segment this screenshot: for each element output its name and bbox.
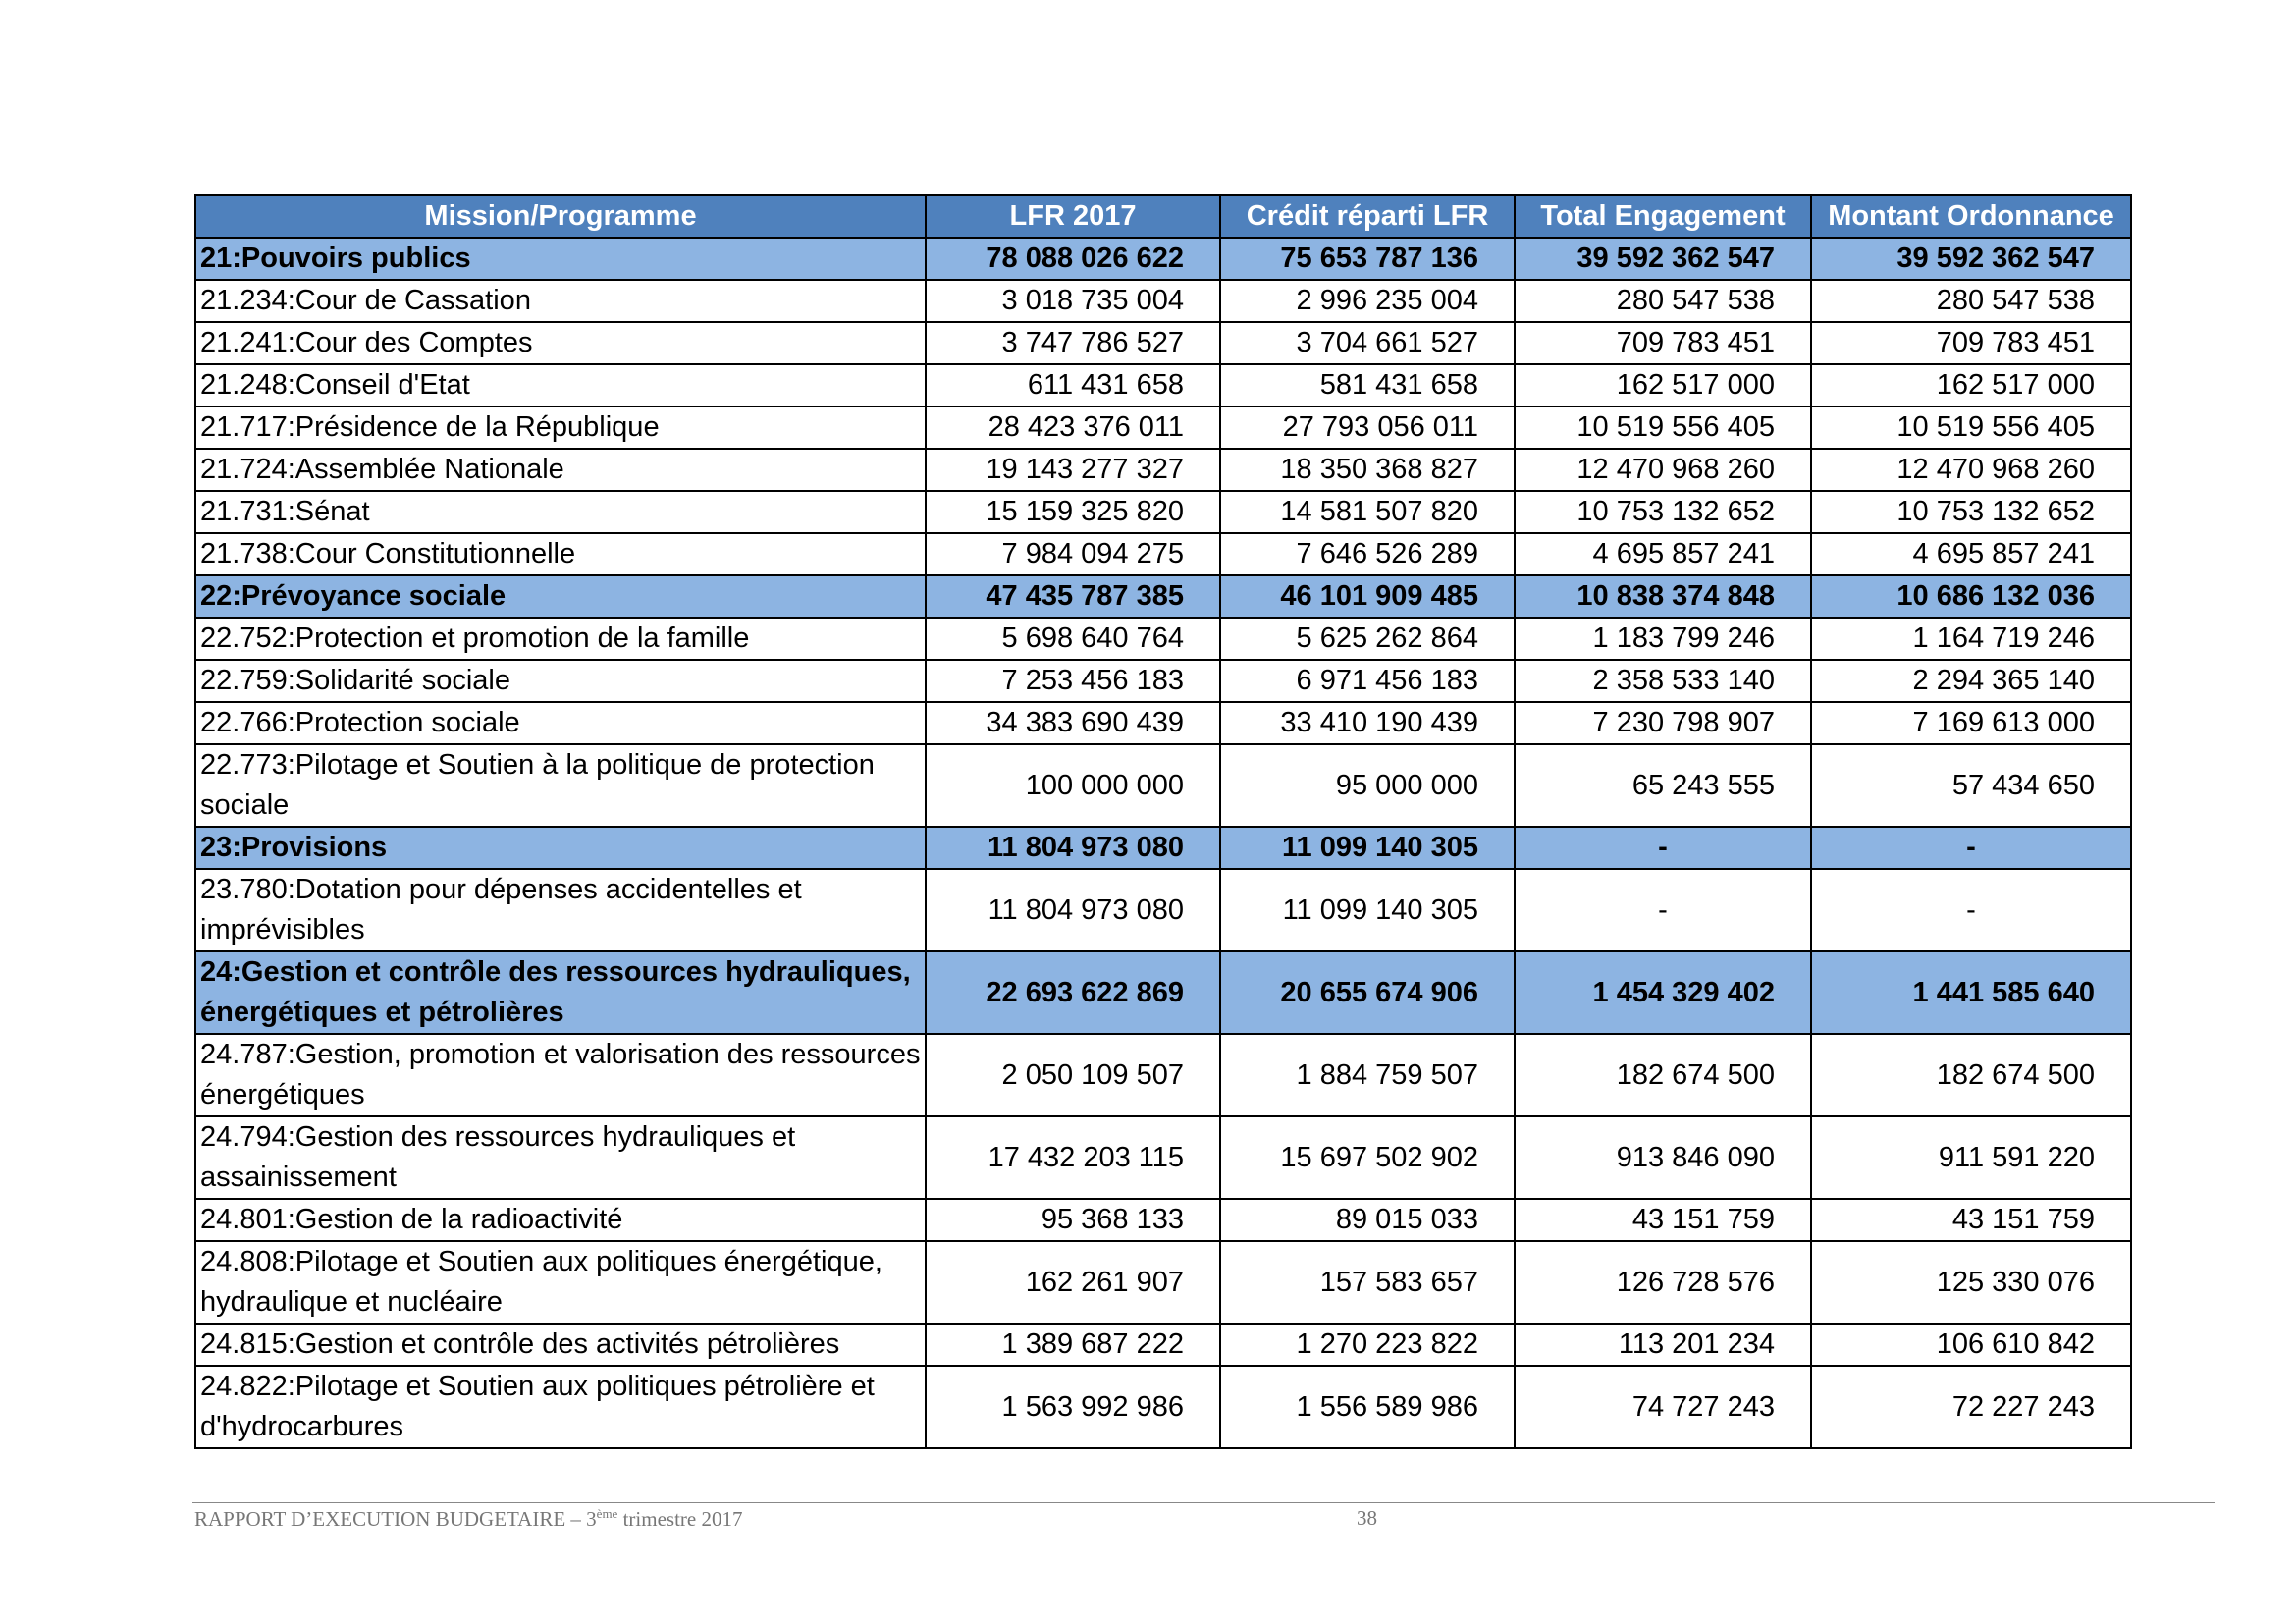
cell-montant-ordonnance: 12 470 968 260	[1811, 449, 2131, 491]
cell-credit-reparti-lfr: 1 556 589 986	[1220, 1366, 1515, 1448]
page-number: 38	[1357, 1506, 1377, 1530]
cell-montant-ordonnance: 182 674 500	[1811, 1034, 2131, 1116]
cell-total-engagement: 39 592 362 547	[1515, 238, 1811, 280]
cell-credit-reparti-lfr: 7 646 526 289	[1220, 533, 1515, 575]
programme-row	[195, 744, 2131, 827]
cell-montant-ordonnance: 106 610 842	[1811, 1324, 2131, 1366]
cell-total-engagement: 65 243 555	[1515, 744, 1811, 827]
cell-credit-reparti-lfr: 3 704 661 527	[1220, 322, 1515, 364]
cell-montant-ordonnance: 709 783 451	[1811, 322, 2131, 364]
cell-total-engagement: 280 547 538	[1515, 280, 1811, 322]
cell-total-engagement: -	[1515, 869, 1811, 951]
cell-lfr-2017: 78 088 026 622	[926, 238, 1220, 280]
programme-row	[195, 364, 2131, 406]
programme-row	[195, 533, 2131, 575]
cell-mission-programme: 24.801:Gestion de la radioactivité	[195, 1199, 926, 1241]
cell-total-engagement: 10 519 556 405	[1515, 406, 1811, 449]
cell-mission-programme: 21.738:Cour Constitutionnelle	[195, 533, 926, 575]
cell-montant-ordonnance: 125 330 076	[1811, 1241, 2131, 1324]
budget-table	[194, 194, 2132, 1449]
cell-lfr-2017: 7 253 456 183	[926, 660, 1220, 702]
cell-credit-reparti-lfr: 581 431 658	[1220, 364, 1515, 406]
cell-credit-reparti-lfr: 75 653 787 136	[1220, 238, 1515, 280]
cell-mission-programme: 24.794:Gestion des ressources hydrauliques et assainissement	[195, 1116, 926, 1199]
cell-total-engagement: 2 358 533 140	[1515, 660, 1811, 702]
cell-lfr-2017: 19 143 277 327	[926, 449, 1220, 491]
cell-mission-programme: 22.773:Pilotage et Soutien à la politique de protection sociale	[195, 744, 926, 827]
cell-total-engagement: 4 695 857 241	[1515, 533, 1811, 575]
cell-mission-programme: 21.248:Conseil d'Etat	[195, 364, 926, 406]
header-lfr-2017: LFR 2017	[926, 195, 1220, 238]
cell-credit-reparti-lfr: 14 581 507 820	[1220, 491, 1515, 533]
cell-total-engagement: 1 454 329 402	[1515, 951, 1811, 1034]
programme-row	[195, 869, 2131, 951]
cell-lfr-2017: 162 261 907	[926, 1241, 1220, 1324]
programme-row	[195, 1116, 2131, 1199]
cell-mission-programme: 21.731:Sénat	[195, 491, 926, 533]
cell-total-engagement: 7 230 798 907	[1515, 702, 1811, 744]
cell-credit-reparti-lfr: 1 270 223 822	[1220, 1324, 1515, 1366]
cell-total-engagement: 10 838 374 848	[1515, 575, 1811, 618]
cell-total-engagement: 10 753 132 652	[1515, 491, 1811, 533]
mission-row	[195, 827, 2131, 869]
cell-lfr-2017: 15 159 325 820	[926, 491, 1220, 533]
programme-row	[195, 618, 2131, 660]
cell-montant-ordonnance: 162 517 000	[1811, 364, 2131, 406]
cell-lfr-2017: 3 747 786 527	[926, 322, 1220, 364]
cell-credit-reparti-lfr: 27 793 056 011	[1220, 406, 1515, 449]
cell-total-engagement: 1 183 799 246	[1515, 618, 1811, 660]
cell-montant-ordonnance: 57 434 650	[1811, 744, 2131, 827]
cell-credit-reparti-lfr: 46 101 909 485	[1220, 575, 1515, 618]
cell-total-engagement: 12 470 968 260	[1515, 449, 1811, 491]
footer-divider	[192, 1502, 2215, 1503]
cell-mission-programme: 24:Gestion et contrôle des ressources hydrauliques, énergétiques et pétrolières	[195, 951, 926, 1034]
cell-credit-reparti-lfr: 2 996 235 004	[1220, 280, 1515, 322]
header-total-engagement: Total Engagement	[1515, 195, 1811, 238]
cell-credit-reparti-lfr: 11 099 140 305	[1220, 827, 1515, 869]
cell-lfr-2017: 1 389 687 222	[926, 1324, 1220, 1366]
cell-montant-ordonnance: 1 164 719 246	[1811, 618, 2131, 660]
programme-row	[195, 1366, 2131, 1448]
cell-credit-reparti-lfr: 157 583 657	[1220, 1241, 1515, 1324]
cell-montant-ordonnance: 43 151 759	[1811, 1199, 2131, 1241]
programme-row	[195, 1034, 2131, 1116]
cell-lfr-2017: 22 693 622 869	[926, 951, 1220, 1034]
programme-row	[195, 702, 2131, 744]
cell-mission-programme: 22:Prévoyance sociale	[195, 575, 926, 618]
cell-credit-reparti-lfr: 95 000 000	[1220, 744, 1515, 827]
cell-montant-ordonnance: 10 753 132 652	[1811, 491, 2131, 533]
cell-lfr-2017: 2 050 109 507	[926, 1034, 1220, 1116]
cell-montant-ordonnance: -	[1811, 827, 2131, 869]
programme-row	[195, 1324, 2131, 1366]
cell-total-engagement: 913 846 090	[1515, 1116, 1811, 1199]
cell-lfr-2017: 47 435 787 385	[926, 575, 1220, 618]
cell-total-engagement: 43 151 759	[1515, 1199, 1811, 1241]
cell-mission-programme: 21.717:Présidence de la République	[195, 406, 926, 449]
cell-mission-programme: 24.787:Gestion, promotion et valorisation des ressources énergétiques	[195, 1034, 926, 1116]
programme-row	[195, 449, 2131, 491]
cell-lfr-2017: 7 984 094 275	[926, 533, 1220, 575]
cell-lfr-2017: 611 431 658	[926, 364, 1220, 406]
cell-credit-reparti-lfr: 89 015 033	[1220, 1199, 1515, 1241]
cell-montant-ordonnance: 39 592 362 547	[1811, 238, 2131, 280]
cell-lfr-2017: 100 000 000	[926, 744, 1220, 827]
cell-credit-reparti-lfr: 6 971 456 183	[1220, 660, 1515, 702]
cell-montant-ordonnance: 4 695 857 241	[1811, 533, 2131, 575]
table-body	[195, 238, 2131, 1448]
cell-lfr-2017: 11 804 973 080	[926, 869, 1220, 951]
header-montant-ordonnance: Montant Ordonnance	[1811, 195, 2131, 238]
programme-row	[195, 660, 2131, 702]
cell-montant-ordonnance: 2 294 365 140	[1811, 660, 2131, 702]
cell-montant-ordonnance: 280 547 538	[1811, 280, 2131, 322]
header-mission-programme: Mission/Programme	[195, 195, 926, 238]
cell-lfr-2017: 95 368 133	[926, 1199, 1220, 1241]
cell-lfr-2017: 5 698 640 764	[926, 618, 1220, 660]
mission-row	[195, 951, 2131, 1034]
cell-lfr-2017: 11 804 973 080	[926, 827, 1220, 869]
cell-mission-programme: 21.241:Cour des Comptes	[195, 322, 926, 364]
programme-row	[195, 280, 2131, 322]
cell-total-engagement: -	[1515, 827, 1811, 869]
cell-credit-reparti-lfr: 18 350 368 827	[1220, 449, 1515, 491]
mission-row	[195, 238, 2131, 280]
cell-total-engagement: 113 201 234	[1515, 1324, 1811, 1366]
cell-total-engagement: 709 783 451	[1515, 322, 1811, 364]
cell-total-engagement: 74 727 243	[1515, 1366, 1811, 1448]
cell-mission-programme: 23:Provisions	[195, 827, 926, 869]
header-credit-reparti-lfr: Crédit réparti LFR	[1220, 195, 1515, 238]
cell-montant-ordonnance: 1 441 585 640	[1811, 951, 2131, 1034]
cell-montant-ordonnance: 7 169 613 000	[1811, 702, 2131, 744]
cell-lfr-2017: 17 432 203 115	[926, 1116, 1220, 1199]
programme-row	[195, 1241, 2131, 1324]
cell-mission-programme: 21:Pouvoirs publics	[195, 238, 926, 280]
cell-lfr-2017: 28 423 376 011	[926, 406, 1220, 449]
cell-montant-ordonnance: 10 686 132 036	[1811, 575, 2131, 618]
cell-lfr-2017: 3 018 735 004	[926, 280, 1220, 322]
cell-mission-programme: 22.752:Protection et promotion de la famille	[195, 618, 926, 660]
cell-mission-programme: 23.780:Dotation pour dépenses accidentelles et imprévisibles	[195, 869, 926, 951]
cell-total-engagement: 126 728 576	[1515, 1241, 1811, 1324]
footer-report-title: RAPPORT D’EXECUTION BUDGETAIRE – 3ème trimestre 2017	[194, 1506, 743, 1531]
cell-credit-reparti-lfr: 5 625 262 864	[1220, 618, 1515, 660]
cell-mission-programme: 24.808:Pilotage et Soutien aux politiques énergétique, hydraulique et nucléaire	[195, 1241, 926, 1324]
cell-montant-ordonnance: 72 227 243	[1811, 1366, 2131, 1448]
cell-mission-programme: 21.234:Cour de Cassation	[195, 280, 926, 322]
cell-credit-reparti-lfr: 33 410 190 439	[1220, 702, 1515, 744]
cell-credit-reparti-lfr: 15 697 502 902	[1220, 1116, 1515, 1199]
cell-mission-programme: 22.759:Solidarité sociale	[195, 660, 926, 702]
cell-mission-programme: 21.724:Assemblée Nationale	[195, 449, 926, 491]
cell-montant-ordonnance: -	[1811, 869, 2131, 951]
cell-lfr-2017: 1 563 992 986	[926, 1366, 1220, 1448]
programme-row	[195, 1199, 2131, 1241]
cell-credit-reparti-lfr: 11 099 140 305	[1220, 869, 1515, 951]
cell-montant-ordonnance: 10 519 556 405	[1811, 406, 2131, 449]
cell-credit-reparti-lfr: 1 884 759 507	[1220, 1034, 1515, 1116]
table-header-row	[195, 195, 2131, 238]
cell-credit-reparti-lfr: 20 655 674 906	[1220, 951, 1515, 1034]
programme-row	[195, 322, 2131, 364]
mission-row	[195, 575, 2131, 618]
cell-montant-ordonnance: 911 591 220	[1811, 1116, 2131, 1199]
cell-mission-programme: 24.815:Gestion et contrôle des activités pétrolières	[195, 1324, 926, 1366]
cell-mission-programme: 24.822:Pilotage et Soutien aux politiques pétrolière et d'hydrocarbures	[195, 1366, 926, 1448]
programme-row	[195, 406, 2131, 449]
cell-lfr-2017: 34 383 690 439	[926, 702, 1220, 744]
cell-total-engagement: 182 674 500	[1515, 1034, 1811, 1116]
programme-row	[195, 491, 2131, 533]
cell-total-engagement: 162 517 000	[1515, 364, 1811, 406]
cell-mission-programme: 22.766:Protection sociale	[195, 702, 926, 744]
